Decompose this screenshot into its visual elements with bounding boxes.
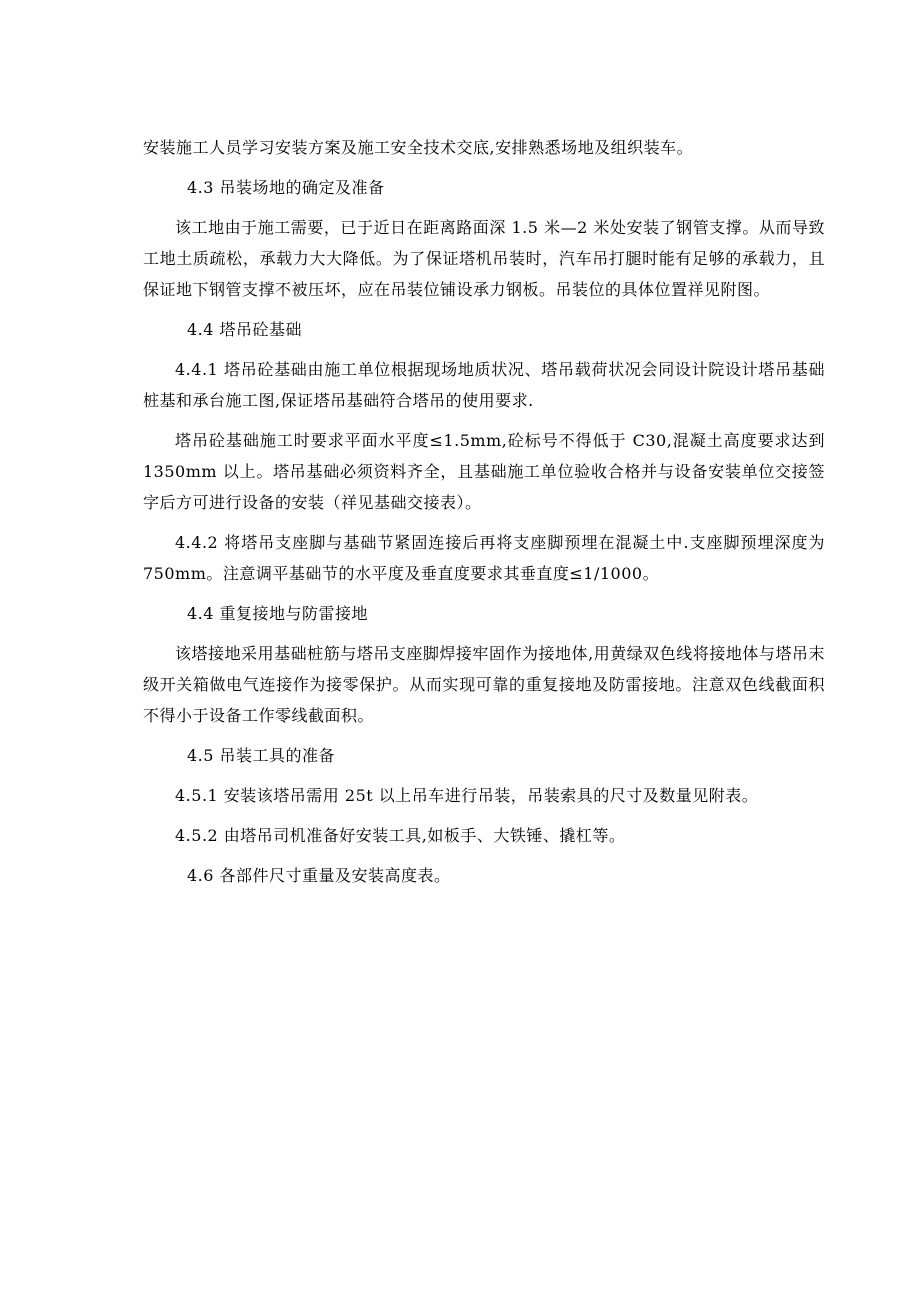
paragraph-4-4-1-requirements: 塔吊砼基础施工时要求平面水平度≤1.5mm,砼标号不得低于 C30,混凝土高度要求达到 1350mm 以上。塔吊基础必须资料齐全，且基础施工单位验收合格并与设备安装单位交接签字后方可进行设备的安装（祥见基础交接表）。 <box>143 431 825 512</box>
spacer <box>143 771 825 780</box>
document-body <box>143 132 825 891</box>
paragraph-4-5-2: 4.5.2 由塔吊司机准备好安装工具,如板手、大铁锤、撬杠等。 <box>175 826 626 845</box>
section-heading-4-5: 4.5 吊装工具的准备 <box>187 746 336 765</box>
section-heading-grounding: 4.4 重复接地与防雷接地 <box>187 604 369 623</box>
spacer <box>143 731 825 740</box>
paragraph-4-4-2: 4.4.2 将塔吊支座脚与基础节紧固连接后再将支座脚预埋在混凝土中.支座脚预埋深度为 750mm。注意调平基础节的水平度及垂直度要求其垂直度≤1/1000。 <box>143 533 825 583</box>
section-heading-4-6: 4.6 各部件尺寸重量及安装高度表。 <box>187 866 451 885</box>
section-heading-4-3: 4.3 吊装场地的确定及准备 <box>187 178 385 197</box>
spacer <box>143 811 825 820</box>
paragraph-4-3: 该工地由于施工需要，已于近日在距离路面深 1.5 米—2 米处安装了钢管支撑。从而导致工地土质疏松，承载力大大降低。为了保证塔机吊装时，汽车吊打腿时能有足够的承载力，且保证地下钢管支撑不被压坏，应在吊装位铺设承力钢板。吊装位的具体位置祥见附图。 <box>143 218 825 299</box>
paragraph-continuation: 安装施工人员学习安装方案及施工安全技术交底,安排熟悉场地及组织装车。 <box>143 138 694 157</box>
spacer <box>143 518 825 527</box>
spacer <box>143 305 825 314</box>
section-heading-4-4: 4.4 塔吊砼基础 <box>187 320 303 339</box>
spacer <box>143 345 825 354</box>
spacer <box>143 416 825 425</box>
paragraph-4-4-1: 4.4.1 塔吊砼基础由施工单位根据现场地质状况、塔吊载荷状况会同设计院设计塔吊基础桩基和承台施工图,保证塔吊基础符合塔吊的使用要求. <box>143 360 825 410</box>
spacer <box>143 203 825 212</box>
spacer <box>143 851 825 860</box>
paragraph-4-5-1: 4.5.1 安装该塔吊需用 25t 以上吊车进行吊装，吊装索具的尺寸及数量见附表。 <box>175 786 759 805</box>
spacer <box>143 589 825 598</box>
spacer <box>143 163 825 172</box>
paragraph-grounding: 该塔接地采用基础桩筋与塔吊支座脚焊接牢固作为接地体,用黄绿双色线将接地体与塔吊末级开关箱做电气连接作为接零保护。从而实现可靠的重复接地及防雷接地。注意双色线截面积不得小于设备工作零线截面积。 <box>143 644 825 725</box>
spacer <box>143 629 825 638</box>
